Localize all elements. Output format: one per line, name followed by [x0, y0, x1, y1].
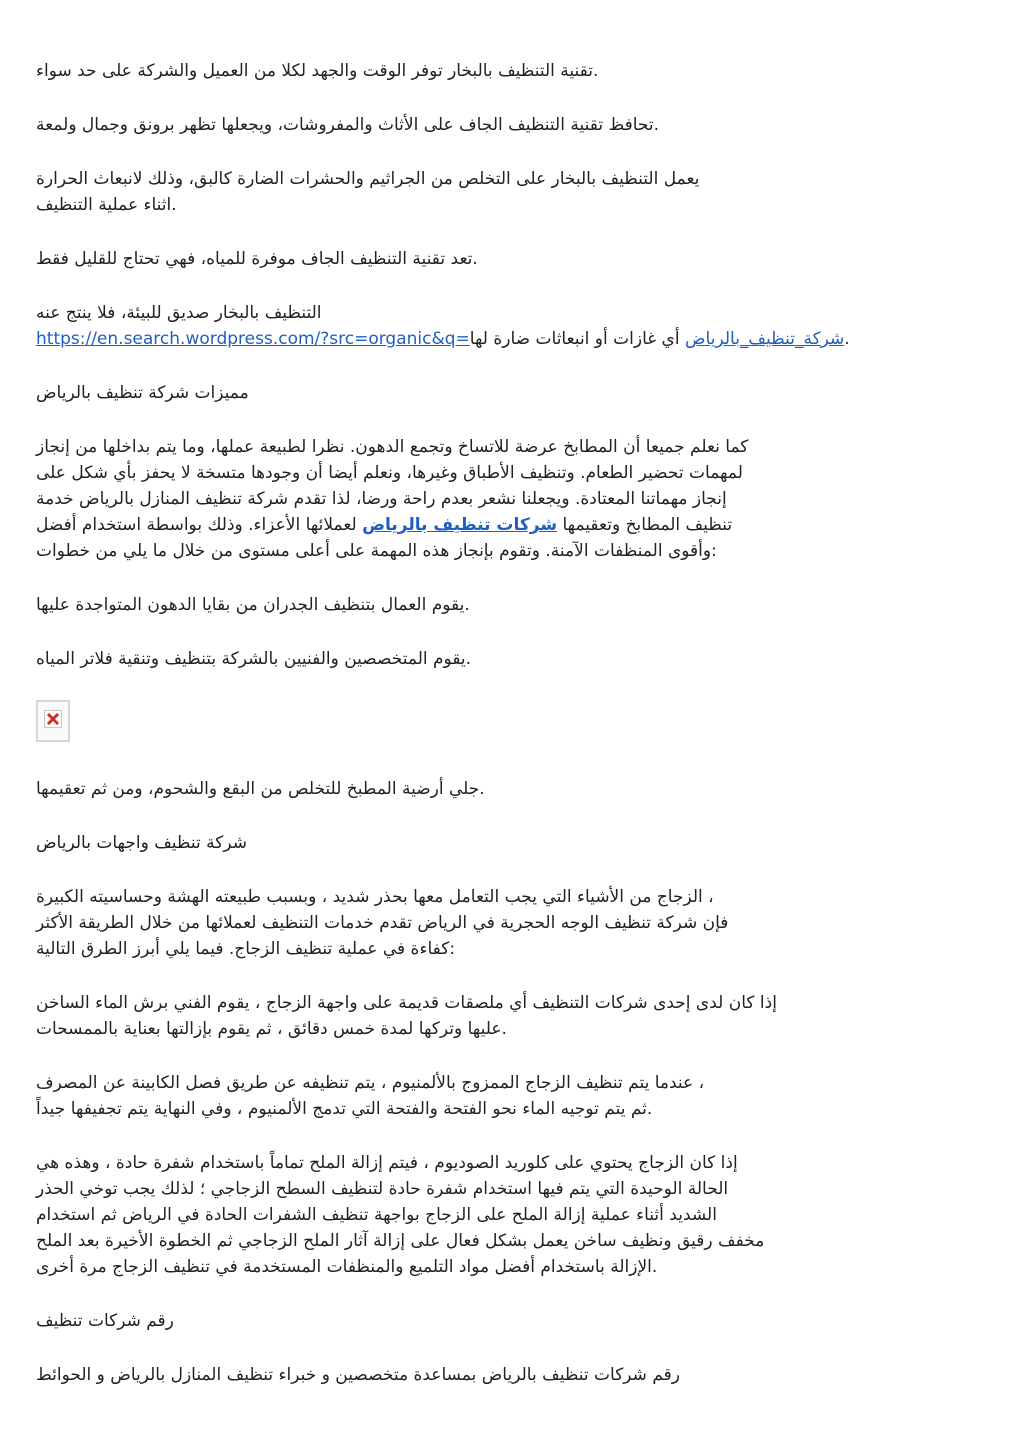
paragraph-eco-friendly — [36, 300, 988, 352]
section-heading: رقم شركات تنظيف — [36, 1311, 174, 1331]
paragraph-dry-cleaning-water — [36, 246, 988, 272]
text-line: الحالة الوحيدة التي يتم فيها استخدام شفرة حادة لتنظيف السطح الزجاجي ؛ لذلك يجب توخي الحذر — [36, 1179, 729, 1199]
text-line: كفاءة في عملية تنظيف الزجاج. فيما يلي أبرز الطرق التالية: — [36, 939, 456, 959]
broken-image-icon — [44, 710, 62, 732]
text-line: ثم يتم توجيه الماء نحو الفتحة والفتحة التي تدمج الألمنيوم ، وفي النهاية يتم تجفيفها جيداً. — [36, 1099, 653, 1119]
heading-company-numbers — [36, 1308, 988, 1334]
text-line: جلي أرضية المطبخ للتخلص من البقع والشحوم، ومن ثم تعقيمها. — [36, 779, 485, 799]
paragraph-aluminum-glass — [36, 1070, 988, 1122]
text-before-link: تنظيف المطابخ وتعقيمها — [562, 515, 733, 535]
text-after-link: لعملائها الأعزاء. وذلك بواسطة استخدام أفضل — [36, 515, 357, 535]
wordpress-search-link[interactable]: https://en.search.wordpress.com/?src=organic&q=شركة_تنظيف_بالرياض — [36, 329, 845, 349]
section-heading: مميزات شركة تنظيف بالرياض — [36, 383, 249, 403]
text-line: الزجاج من الأشياء التي يجب التعامل معها بحذر شديد ، وبسبب طبيعته الهشة وحساسيته الكبيرة ، — [36, 887, 714, 907]
text-line: إذا كان الزجاج يحتوي على كلوريد الصوديوم ، فيتم إزالة الملح تماماً باستخدام شفرة حادة ، وهذه هي — [36, 1153, 738, 1173]
broken-image-placeholder — [36, 700, 70, 742]
text-line: الشديد أثناء عملية إزالة الملح على الزجاج بواجهة تنظيف الشفرات الحادة في الرياض ثم استخدام — [36, 1205, 717, 1225]
paragraph-walls-cleaning — [36, 592, 988, 618]
text-line: إنجاز مهماتنا المعتادة. ويجعلنا نشعر بعدم راحة ورضا، لذا تقدم شركة تنظيف المنازل بالرياض خدمة — [36, 489, 727, 509]
text-line: عندما يتم تنظيف الزجاج الممزوج بالألمنيوم ، يتم تنظيفه عن طريق فصل الكابينة عن المصرف ، — [36, 1073, 705, 1093]
paragraph-kitchen-floor — [36, 776, 988, 802]
text-line: تقنية التنظيف بالبخار توفر الوقت والجهد لكلا من العميل والشركة على حد سواء. — [36, 61, 599, 81]
text-after-link: أي غازات أو انبعاثات ضارة لها. — [469, 329, 850, 349]
section-heading: شركة تنظيف واجهات بالرياض — [36, 833, 247, 853]
text-line: عليها وتركها لمدة خمس دقائق ، ثم يقوم بإزالتها بعناية بالممسحات. — [36, 1019, 507, 1039]
text-line: اثناء عملية التنظيف. — [36, 195, 177, 215]
text-line: الإزالة باستخدام أفضل مواد التلميع والمنظفات المستخدمة في تنظيف الزجاج مرة أخرى. — [36, 1257, 658, 1277]
paragraph-glass-care — [36, 884, 988, 962]
text-line: تحافظ تقنية التنظيف الجاف على الأثاث والمفروشات، ويجعلها تظهر برونق وجمال ولمعة. — [36, 115, 660, 135]
heading-facade-cleaning — [36, 830, 988, 856]
text-line: التنظيف بالبخار صديق للبيئة، فلا ينتج عنه — [36, 303, 322, 323]
text-line-with-link — [36, 326, 988, 352]
paragraph-steam-germs — [36, 166, 988, 218]
text-line-with-link — [36, 512, 988, 538]
paragraph-kitchen-cleaning — [36, 434, 988, 564]
paragraph-dry-cleaning-furniture — [36, 112, 988, 138]
text-line: يقوم المتخصصين والفنيين بالشركة بتنظيف وتنقية فلاتر المياه. — [36, 649, 472, 669]
text-line: فإن شركة تنظيف الوجه الحجرية في الرياض تقدم خدمات التنظيف لعملائها من خلال الطريقة الأكثر — [36, 913, 729, 933]
text-line: رقم شركات تنظيف بالرياض بمساعدة متخصصين و خبراء تنظيف المنازل بالرياض و الحوائط — [36, 1365, 680, 1385]
paragraph-old-stickers — [36, 990, 988, 1042]
paragraph-company-numbers — [36, 1362, 988, 1388]
text-line: إذا كان لدى إحدى شركات التنظيف أي ملصقات قديمة على واجهة الزجاج ، يقوم الفني برش الماء الساخن — [36, 993, 777, 1013]
text-line: مخفف رقيق ونظيف ساخن يعمل بشكل فعال على إزالة آثار الملح الزجاجي ثم الخطوة الأخيرة بعد الملح — [36, 1231, 765, 1251]
heading-company-features — [36, 380, 988, 406]
paragraph-water-filters — [36, 646, 988, 672]
cleaning-companies-link[interactable]: شركات تنظيف بالرياض — [362, 515, 558, 535]
text-line: تعد تقنية التنظيف الجاف موفرة للمياه، فهي تحتاج للقليل فقط. — [36, 249, 478, 269]
text-line: يعمل التنظيف بالبخار على التخلص من الجراثيم والحشرات الضارة كالبق، وذلك لانبعاث الحرارة — [36, 169, 700, 189]
text-line: يقوم العمال بتنظيف الجدران من بقايا الدهون المتواجدة عليها. — [36, 595, 470, 615]
text-line: كما نعلم جميعا أن المطابخ عرضة للاتساخ وتجمع الدهون. نظرا لطبيعة عملها، وما يتم بداخلها من إنجاز — [36, 437, 749, 457]
paragraph-steam-saves-time — [36, 58, 988, 84]
text-line: لمهمات تحضير الطعام. وتنظيف الأطباق وغيرها، ونعلم أيضا أن وجودها متسخة لا يحفز بأي شكل على — [36, 463, 743, 483]
paragraph-salt-removal — [36, 1150, 988, 1280]
text-line: وأقوى المنظفات الآمنة. وتقوم بإنجاز هذه المهمة على أعلى مستوى من خلال ما يلي من خطوات: — [36, 541, 717, 561]
